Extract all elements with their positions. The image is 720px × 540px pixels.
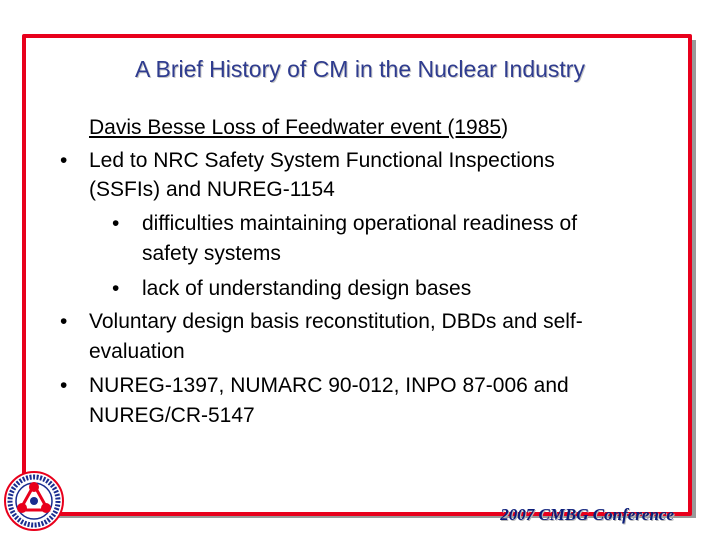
bullet-1-line-2: (SSFIs) and NUREG-1154 [89,178,335,201]
bullet-2-line-2: evaluation [89,340,185,363]
sub-bullet-dot: • [112,277,120,300]
intro-paren: ) [501,116,509,139]
intro-line [89,116,508,140]
sub-bullet-1-line-2: safety systems [142,242,281,265]
bullet-2-line-1: Voluntary design basis reconstitution, DBDs and self- [89,310,583,333]
bullet-1-line-1: Led to NRC Safety System Functional Inspections [89,149,555,172]
bullet-dot: • [60,310,68,333]
conference-footer: 2007 CMBG Conference [500,505,674,524]
bullet-dot: • [60,149,68,172]
sub-bullet-dot: • [112,212,120,235]
sub-bullet-1-line-1: difficulties maintaining operational readiness of [142,212,578,235]
sub-bullet-2-line-1: lack of understanding design bases [142,277,472,300]
organization-seal-logo-icon [3,470,65,532]
bullet-3-line-2: NUREG/CR-5147 [89,404,255,427]
bullet-3-line-1: NUREG-1397, NUMARC 90-012, INPO 87-006 and [89,374,569,397]
slide-title: A Brief History of CM in the Nuclear Industry [135,56,585,82]
bullet-dot: • [60,374,68,397]
intro-underlined-text: Davis Besse Loss of Feedwater event (1985 [89,116,502,139]
